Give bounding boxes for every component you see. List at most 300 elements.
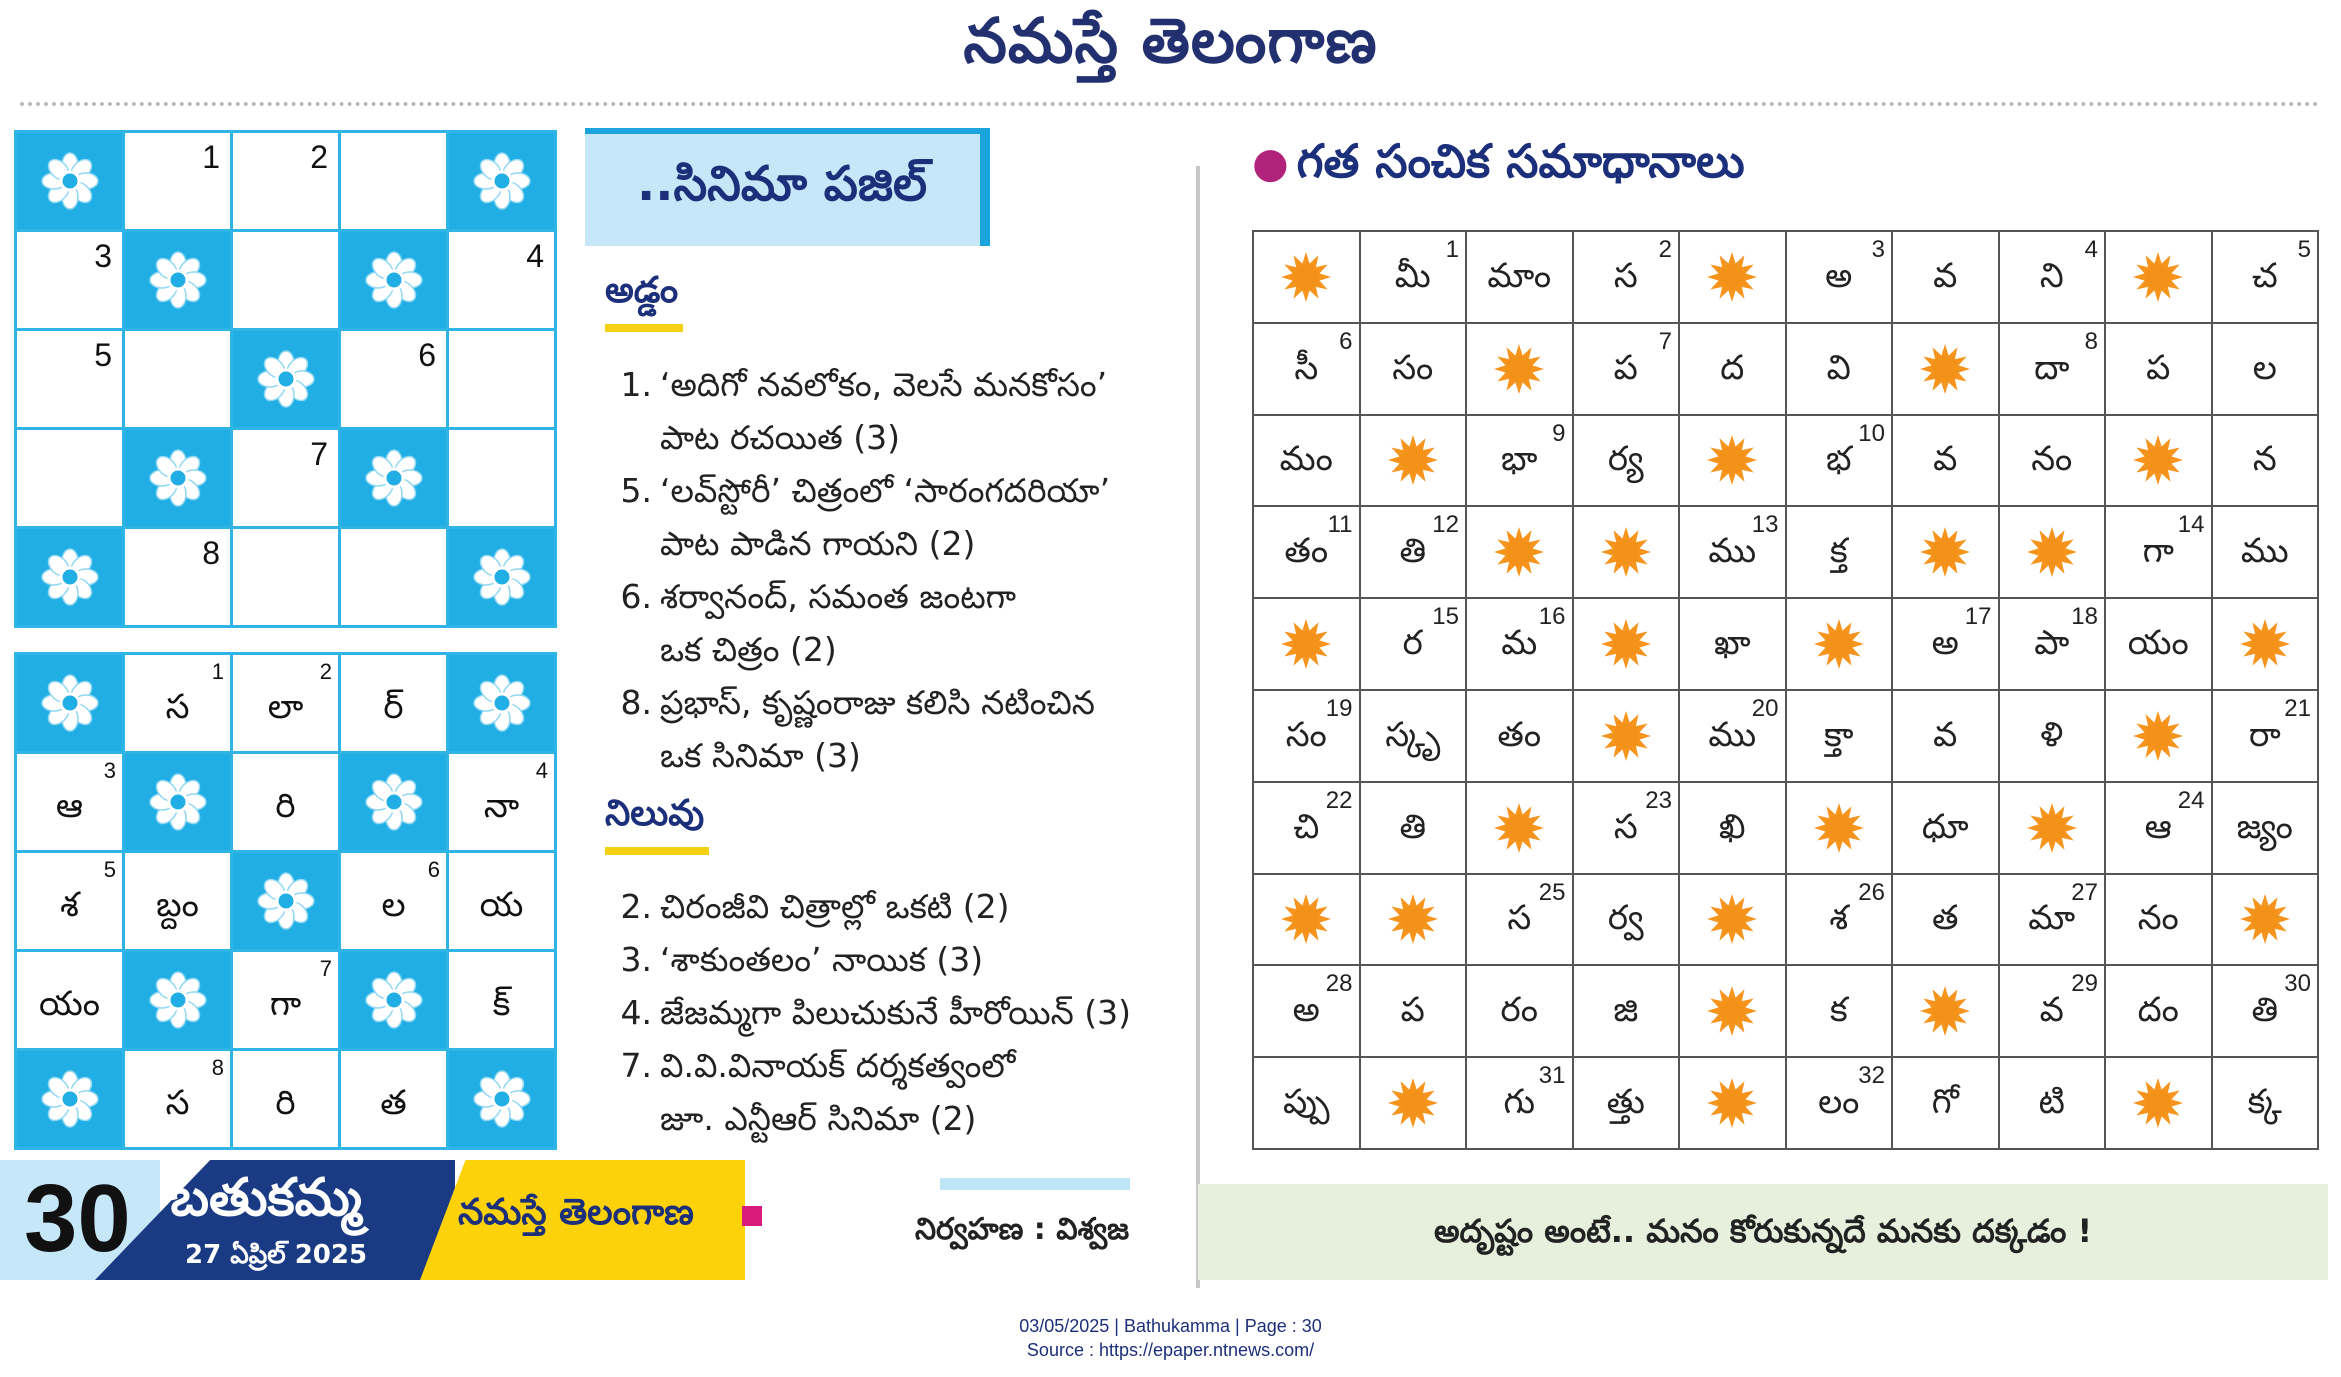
cell-letter: ఆ <box>55 786 84 826</box>
flower-icon <box>148 970 208 1030</box>
grid-black-cell <box>449 1051 554 1147</box>
answer-number: 3 <box>1871 236 1885 263</box>
answer-cell <box>2000 1058 2107 1150</box>
answer-letter: జి <box>1613 990 1639 1031</box>
answer-letter: క్త <box>1829 531 1848 572</box>
answer-cell <box>1574 875 1681 967</box>
footer-square-icon <box>742 1206 762 1226</box>
grid-cell[interactable] <box>125 655 230 751</box>
previous-solution-grid <box>14 652 557 1150</box>
across-underline <box>605 324 683 332</box>
answer-number: 11 <box>1327 511 1353 539</box>
grid-cell[interactable] <box>17 232 122 328</box>
answer-number: 21 <box>2284 694 2311 722</box>
clue-number: 8. <box>620 683 652 722</box>
answer-letter: వ <box>1933 714 1958 755</box>
clue-item <box>600 676 1110 782</box>
answer-letter: నం <box>2031 439 2073 480</box>
clue-text: ‘అదిగో నవలోకం, వెలసే మనకోసం’ <box>660 365 1108 404</box>
answer-letter: స <box>1613 806 1638 847</box>
flower-icon <box>472 673 532 733</box>
answer-letter: స్కృ <box>1385 714 1441 755</box>
grid-cell[interactable] <box>233 430 338 526</box>
answer-letter: ధూ <box>1921 806 1969 847</box>
grid-cell[interactable] <box>233 952 338 1048</box>
answer-letter: నం <box>2137 898 2179 939</box>
clue-number: 7. <box>620 1046 652 1085</box>
answer-letter: ని <box>2039 255 2064 296</box>
clue-number: 2. <box>620 887 652 926</box>
answer-cell <box>1787 966 1894 1058</box>
grid-cell[interactable] <box>449 232 554 328</box>
answer-cell <box>1254 324 1361 416</box>
answer-letter: సం <box>1392 347 1434 388</box>
grid-black-cell <box>341 430 446 526</box>
clue-text: ‘లవ్‌స్టోరీ’ చిత్రంలో ‘సారంగదరియా’ <box>660 471 1111 510</box>
answer-letter: ఆ <box>2144 806 2172 847</box>
answer-letter: టి <box>2038 1081 2065 1122</box>
answer-cell <box>1893 599 2000 691</box>
answer-cell <box>1574 324 1681 416</box>
answer-number: 16 <box>1538 603 1566 631</box>
answer-cell <box>1787 875 1894 967</box>
grid-cell[interactable] <box>449 853 554 949</box>
cell-letter: త <box>380 1083 407 1123</box>
flower-icon <box>364 250 424 310</box>
answer-letter: ము <box>1708 531 1757 572</box>
answer-letter: గో <box>1931 1081 1959 1122</box>
answer-number: 12 <box>1432 511 1459 539</box>
grid-black-cell <box>233 853 338 949</box>
answer-cell <box>2106 783 2213 875</box>
answer-letter: ల <box>2252 347 2277 388</box>
cell-number: 5 <box>103 857 116 882</box>
answer-cell <box>1574 232 1681 324</box>
grid-black-cell <box>125 430 230 526</box>
answer-letter: అ <box>1292 990 1320 1031</box>
down-heading: నిలువు <box>605 793 705 834</box>
grid-black-cell <box>125 754 230 850</box>
grid-cell[interactable] <box>449 430 554 526</box>
across-clues <box>600 358 1110 782</box>
down-clues <box>600 880 1131 1145</box>
grid-cell[interactable] <box>449 754 554 850</box>
answer-number: 5 <box>2297 236 2311 263</box>
answer-black-cell <box>1254 232 1361 324</box>
clue-text-continued: పాట పాడిన గాయని (2) <box>660 524 976 563</box>
credit-bar <box>940 1178 1130 1190</box>
answer-black-cell <box>1467 783 1574 875</box>
answer-cell <box>1787 324 1894 416</box>
grid-black-cell <box>341 232 446 328</box>
grid-cell[interactable] <box>233 529 338 625</box>
answer-black-cell <box>1574 599 1681 691</box>
answer-cell <box>1467 1058 1574 1150</box>
answer-letter: ము <box>2240 531 2289 572</box>
answer-cell <box>1467 875 1574 967</box>
flower-icon <box>472 1069 532 1129</box>
answer-cell <box>1361 599 1468 691</box>
clue-line <box>600 1039 1131 1092</box>
clue-text-continued: పాట రచయిత (3) <box>660 418 900 457</box>
grid-cell[interactable] <box>125 1051 230 1147</box>
grid-cell[interactable] <box>125 331 230 427</box>
grid-cell[interactable] <box>125 133 230 229</box>
answer-cell <box>1467 966 1574 1058</box>
grid-cell[interactable] <box>341 853 446 949</box>
answer-letter: ఖి <box>1718 806 1746 847</box>
answer-cell <box>1574 1058 1681 1150</box>
flower-icon <box>472 547 532 607</box>
answer-black-cell <box>1361 416 1468 508</box>
clue-item <box>600 880 1131 933</box>
grid-black-cell <box>449 133 554 229</box>
clue-text: చిరంజీవి చిత్రాల్లో ఒకటి (2) <box>660 887 1010 926</box>
cell-letter: బ్దం <box>156 885 199 925</box>
answer-letter: దం <box>2137 990 2179 1031</box>
flower-icon <box>148 772 208 832</box>
answer-cell <box>1361 232 1468 324</box>
answers-heading-text: గత సంచిక సమాధానాలు <box>1296 134 1745 188</box>
answer-letter: ర <box>1402 622 1423 663</box>
grid-cell[interactable] <box>341 529 446 625</box>
cell-number: 4 <box>535 758 548 783</box>
answer-letter: తం <box>1284 531 1329 572</box>
answer-letter: వ <box>1933 439 1958 480</box>
answer-black-cell <box>1467 324 1574 416</box>
grid-cell[interactable] <box>125 853 230 949</box>
clue-text-continued: ఒక చిత్రం (2) <box>660 630 837 669</box>
answer-black-cell <box>1787 783 1894 875</box>
page-number: 30 <box>24 1165 131 1272</box>
answer-black-cell <box>2213 599 2320 691</box>
answer-cell <box>1893 416 2000 508</box>
answer-cell <box>1680 324 1787 416</box>
clue-text: ప్రభాస్, కృష్ణంరాజు కలిసి నటించిన <box>660 683 1095 722</box>
answer-cell <box>1467 416 1574 508</box>
grid-cell[interactable] <box>233 1051 338 1147</box>
answer-letter: వ <box>2039 990 2064 1031</box>
cell-letter: య <box>479 885 524 925</box>
answer-letter: తం <box>1497 714 1542 755</box>
clue-number: 1. <box>620 365 652 404</box>
answer-black-cell <box>1254 875 1361 967</box>
answer-number: 27 <box>2071 878 2098 906</box>
flower-icon <box>148 250 208 310</box>
answer-letter: త్తు <box>1606 1081 1645 1122</box>
answer-letter: చి <box>1293 806 1320 847</box>
answer-letter: అ <box>1931 622 1959 663</box>
cell-number: 1 <box>202 139 220 175</box>
clue-text: శర్వానంద్, సమంత జంటగా <box>660 577 1017 616</box>
grid-cell[interactable] <box>17 754 122 850</box>
answer-number: 20 <box>1751 694 1779 722</box>
grid-cell[interactable] <box>233 655 338 751</box>
answer-letter: రం <box>1500 990 1538 1031</box>
clue-line <box>600 986 1131 1039</box>
answer-letter: తి <box>1399 806 1427 847</box>
grid-cell[interactable] <box>233 133 338 229</box>
answer-cell <box>2000 324 2107 416</box>
answer-letter: యం <box>2127 622 2189 663</box>
cell-number: 7 <box>310 436 328 472</box>
cell-number: 5 <box>94 337 112 373</box>
cell-letter: స <box>165 1083 190 1123</box>
answer-number: 10 <box>1858 419 1885 447</box>
answer-cell <box>1361 783 1468 875</box>
answer-black-cell <box>1680 416 1787 508</box>
grid-black-cell <box>233 331 338 427</box>
answer-black-cell <box>1893 324 2000 416</box>
answer-black-cell <box>1467 507 1574 599</box>
answer-cell <box>1361 324 1468 416</box>
flower-icon <box>256 871 316 931</box>
answer-cell <box>2106 324 2213 416</box>
cell-number: 6 <box>427 857 440 882</box>
flower-icon <box>364 772 424 832</box>
answer-cell <box>1787 691 1894 783</box>
grid-black-cell <box>341 952 446 1048</box>
answer-letter: అ <box>1825 255 1853 296</box>
flower-icon <box>472 151 532 211</box>
puzzle-title-tab <box>585 128 990 246</box>
flower-icon <box>40 151 100 211</box>
grid-black-cell <box>125 232 230 328</box>
answer-black-cell <box>1680 875 1787 967</box>
answer-cell <box>2213 783 2320 875</box>
answer-letter: ప <box>1400 990 1425 1031</box>
answer-letter: జ్యం <box>2236 806 2293 847</box>
answer-black-cell <box>1787 599 1894 691</box>
cell-number: 2 <box>310 139 328 175</box>
answer-number: 29 <box>2071 970 2098 998</box>
answer-cell <box>2106 599 2213 691</box>
answer-cell <box>1467 599 1574 691</box>
grid-black-cell <box>341 754 446 850</box>
answer-letter: వ <box>1933 255 1958 296</box>
page-info <box>0 1314 2341 1362</box>
clue-line <box>600 676 1110 729</box>
clue-item <box>600 933 1131 986</box>
puzzle-grid <box>14 130 557 628</box>
flower-icon <box>148 448 208 508</box>
cell-letter: ర్ <box>383 687 404 727</box>
cell-number: 7 <box>319 956 332 981</box>
answer-cell <box>1680 599 1787 691</box>
dotted-divider <box>20 102 2320 106</box>
answer-letter: ము <box>1708 714 1757 755</box>
clue-item <box>600 986 1131 1039</box>
answer-cell <box>2106 966 2213 1058</box>
answer-letter: భా <box>1501 439 1538 480</box>
grid-cell[interactable] <box>341 1051 446 1147</box>
footer-paper-name: నమస్తే తెలంగాణ <box>458 1192 694 1233</box>
grid-black-cell <box>449 529 554 625</box>
flower-icon <box>364 970 424 1030</box>
grid-cell[interactable] <box>341 133 446 229</box>
clue-line <box>600 464 1110 517</box>
clue-line <box>600 570 1110 623</box>
answer-cell <box>2000 966 2107 1058</box>
answer-cell <box>1787 507 1894 599</box>
cell-number: 8 <box>202 535 220 571</box>
answer-black-cell <box>2106 232 2213 324</box>
answer-black-cell <box>1361 875 1468 967</box>
cell-letter: యం <box>39 984 100 1024</box>
grid-cell[interactable] <box>17 430 122 526</box>
clue-item <box>600 570 1110 676</box>
answer-letter: మ <box>1501 622 1538 663</box>
flower-icon <box>364 448 424 508</box>
clue-item <box>600 1039 1131 1145</box>
answer-cell <box>2000 599 2107 691</box>
answer-letter: క్తా <box>1824 714 1854 755</box>
answer-letter: ర్య <box>1607 439 1644 480</box>
flower-icon <box>256 349 316 409</box>
grid-black-cell <box>449 655 554 751</box>
answers-grid <box>1252 230 2319 1150</box>
grid-cell[interactable] <box>233 754 338 850</box>
grid-cell[interactable] <box>17 952 122 1048</box>
answer-black-cell <box>2106 691 2213 783</box>
answer-letter: ప <box>1613 347 1638 388</box>
answer-cell <box>1787 232 1894 324</box>
answer-cell <box>1254 1058 1361 1150</box>
answer-cell <box>1680 691 1787 783</box>
answer-letter: సం <box>1285 714 1327 755</box>
grid-cell[interactable] <box>341 331 446 427</box>
grid-cell[interactable] <box>17 853 122 949</box>
bullet-icon: ● <box>1252 138 1289 187</box>
answer-number: 23 <box>1645 786 1672 814</box>
answer-black-cell <box>2000 507 2107 599</box>
answer-cell <box>2213 232 2320 324</box>
answer-cell <box>2213 966 2320 1058</box>
answer-cell <box>1680 507 1787 599</box>
answer-letter: గు <box>1503 1081 1536 1122</box>
grid-cell[interactable] <box>233 232 338 328</box>
clue-line <box>600 880 1131 933</box>
answer-letter: తి <box>1399 531 1427 572</box>
grid-black-cell <box>17 133 122 229</box>
answer-cell <box>1361 691 1468 783</box>
answer-letter: పా <box>2034 622 2070 663</box>
answer-black-cell <box>1680 232 1787 324</box>
answer-letter: మా <box>2028 898 2076 939</box>
answer-letter: ఖా <box>1713 622 1751 663</box>
answer-number: 17 <box>1964 603 1992 631</box>
answer-letter: రా <box>2248 714 2281 755</box>
answer-letter: త <box>1932 898 1959 939</box>
answer-letter: గా <box>2142 531 2174 572</box>
page-info-line1: 03/05/2025 | Bathukamma | Page : 30 <box>1019 1316 1322 1336</box>
answer-number: 15 <box>1432 603 1459 631</box>
down-underline <box>605 847 709 855</box>
cell-letter: శ <box>60 885 79 925</box>
answer-number: 30 <box>2284 970 2311 998</box>
clue-number: 3. <box>620 940 652 979</box>
answer-letter: మీ <box>1394 255 1431 296</box>
grid-black-cell <box>125 952 230 1048</box>
answer-black-cell <box>1574 691 1681 783</box>
grid-black-cell <box>17 529 122 625</box>
answer-black-cell <box>1680 1058 1787 1150</box>
answer-cell <box>2213 324 2320 416</box>
answer-cell <box>1254 507 1361 599</box>
cell-letter: ల <box>381 885 406 925</box>
answer-number: 25 <box>1538 878 1566 906</box>
answer-black-cell <box>1254 599 1361 691</box>
answer-cell <box>2000 232 2107 324</box>
answer-letter: న <box>2252 439 2277 480</box>
answer-cell <box>2213 416 2320 508</box>
quote-text: అదృష్టం అంటే.. మనం కోరుకున్నదే మనకు దక్కడం ! <box>1433 1212 2093 1250</box>
answer-cell <box>1787 416 1894 508</box>
down-section <box>605 793 709 855</box>
cell-number: 6 <box>418 337 436 373</box>
puzzle-credit: నిర్వహణ : విశ్వజ <box>915 1212 1130 1247</box>
answer-number: 6 <box>1339 327 1353 355</box>
answer-black-cell <box>1574 507 1681 599</box>
answer-number: 7 <box>1658 327 1672 355</box>
page-info-line2: Source : https://epaper.ntnews.com/ <box>1026 1340 1315 1360</box>
across-section <box>605 270 683 332</box>
cell-number: 2 <box>319 659 332 684</box>
grid-cell[interactable] <box>17 331 122 427</box>
grid-cell[interactable] <box>125 529 230 625</box>
answer-cell <box>1467 691 1574 783</box>
answer-cell <box>2213 691 2320 783</box>
grid-black-cell <box>17 655 122 751</box>
answer-cell <box>2000 416 2107 508</box>
answer-number: 28 <box>1325 970 1353 998</box>
answer-letter: ప <box>2146 347 2171 388</box>
answer-letter: క్క <box>2247 1081 2282 1122</box>
clue-number: 6. <box>620 577 652 616</box>
flower-icon <box>40 673 100 733</box>
masthead-title: నమస్తే తెలంగాణ <box>963 4 1378 77</box>
grid-cell[interactable] <box>449 952 554 1048</box>
answer-cell <box>1574 966 1681 1058</box>
answer-letter: ళి <box>2040 714 2064 755</box>
answer-letter: ర్వ <box>1607 898 1644 939</box>
answer-cell <box>1893 691 2000 783</box>
answer-cell <box>1254 783 1361 875</box>
flower-icon <box>40 547 100 607</box>
answer-number: 32 <box>1858 1062 1885 1090</box>
clue-text: ‘శాకుంతలం’ నాయిక (3) <box>660 940 984 979</box>
answer-letter: లం <box>1818 1081 1860 1122</box>
answer-letter: మాం <box>1487 255 1552 296</box>
grid-cell[interactable] <box>449 331 554 427</box>
cell-letter: లా <box>267 687 304 727</box>
clue-text: జేజమ్మగా పిలుచుకునే హీరోయిన్ (3) <box>660 993 1132 1032</box>
flower-icon <box>40 1069 100 1129</box>
answer-cell <box>1254 966 1361 1058</box>
answer-number: 2 <box>1658 236 1672 263</box>
answer-cell <box>1680 783 1787 875</box>
grid-cell[interactable] <box>341 655 446 751</box>
answer-letter: స <box>1613 255 1638 296</box>
answer-cell <box>2213 1058 2320 1150</box>
answer-cell <box>1467 232 1574 324</box>
answer-letter: శ <box>1829 898 1849 939</box>
answer-letter: ద <box>1720 347 1745 388</box>
answer-cell <box>2000 875 2107 967</box>
clue-item <box>600 358 1110 464</box>
answer-cell <box>2000 691 2107 783</box>
answer-letter: మం <box>1279 439 1333 480</box>
